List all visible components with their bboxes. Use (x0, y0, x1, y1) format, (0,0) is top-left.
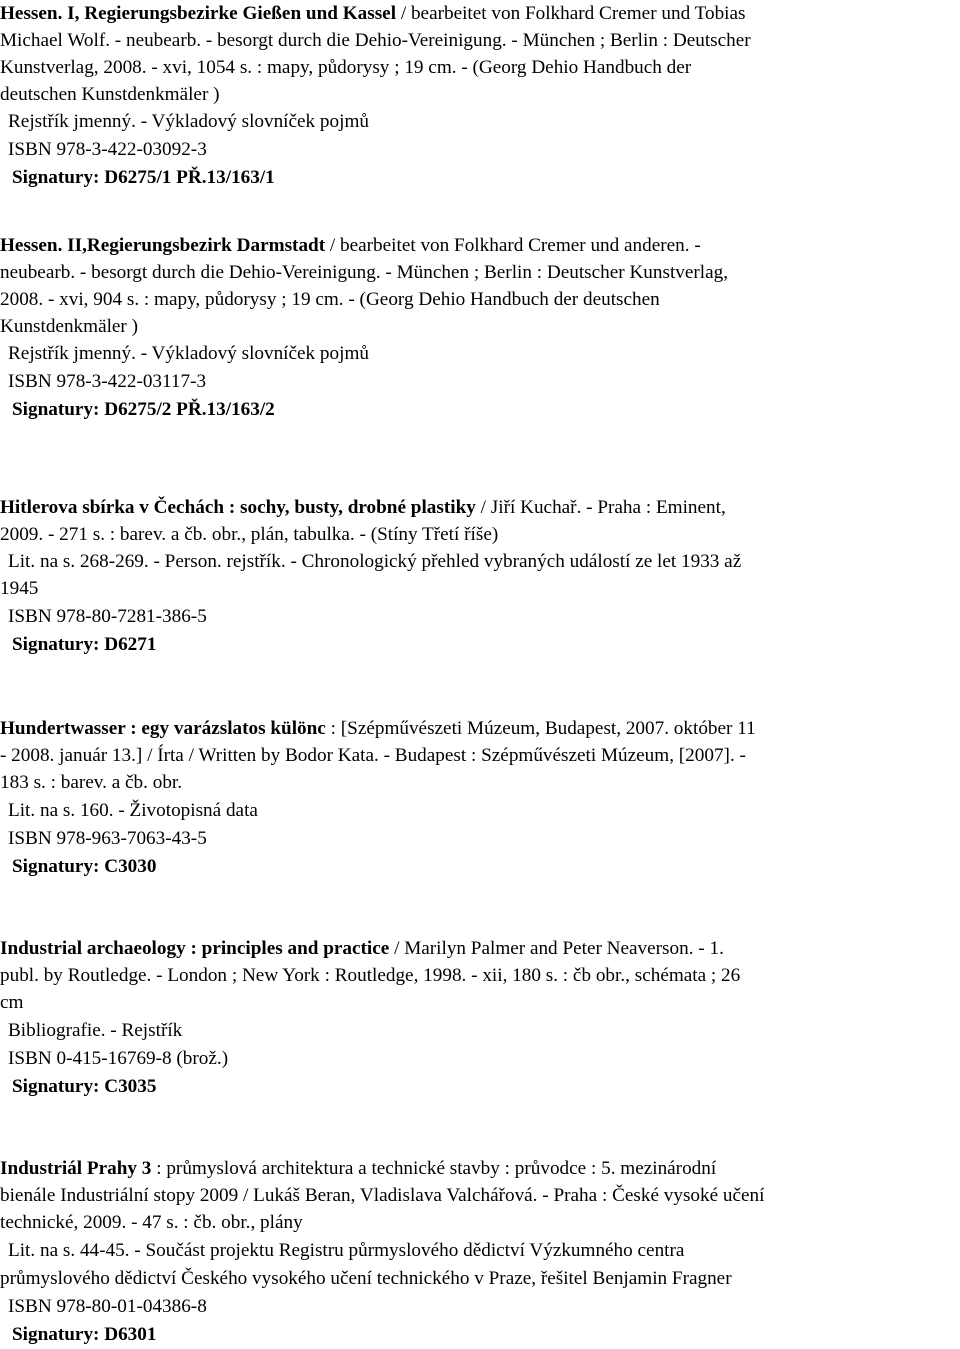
entry-description: : průmyslová architektura a technické stavby : průvodce : 5. mezinárodní (151, 1158, 717, 1179)
entry-description: cm (0, 992, 24, 1013)
entry-title: Hessen. I, Regierungsbezirke Gießen und Kassel (0, 3, 397, 24)
entry-signature: Signatury: D6275/1 PŘ.13/163/1 (12, 167, 275, 188)
entry-description: / Marilyn Palmer and Peter Neaverson. - 1. (389, 938, 724, 959)
entry-title-line (0, 935, 724, 963)
entry-title-line (0, 232, 701, 260)
entry-isbn: ISBN 978-3-422-03092-3 (8, 139, 207, 160)
entry-title: Industrial archaeology : principles and practice (0, 938, 390, 959)
entry-isbn: ISBN 978-80-01-04386-8 (8, 1296, 207, 1317)
entry-title: Hessen. II,Regierungsbezirk Darmstadt (0, 235, 326, 256)
entry-title: Industriál Prahy 3 (0, 1158, 152, 1179)
entry-title-line (0, 1155, 716, 1183)
entry-title: Hundertwasser : egy varázslatos különc (0, 718, 326, 739)
entry-description: deutschen Kunstdenkmäler ) (0, 84, 220, 105)
entry-description: Kunstdenkmäler ) (0, 316, 139, 337)
entry-description: - 2008. január 13.] / Írta / Written by Bodor Kata. - Budapest : Szépművészeti Múzeum, [2007]. - (0, 745, 746, 766)
entry-signature: Signatury: C3035 (12, 1076, 157, 1097)
entry-description: : [Szépművészeti Múzeum, Budapest, 2007. október 11 (325, 718, 756, 739)
entry-description: 2008. - xvi, 904 s. : mapy, půdorysy ; 19 cm. - (Georg Dehio Handbuch der deutschen (0, 289, 660, 310)
entry-description: neubearb. - besorgt durch die Dehio-Vereinigung. - München ; Berlin : Deutscher Kunstverlag, (0, 262, 729, 283)
entry-description: 183 s. : barev. a čb. obr. (0, 772, 183, 793)
entry-description: / Jiří Kuchař. - Praha : Eminent, (475, 497, 726, 518)
entry-title-line (0, 715, 756, 743)
entry-notes: Rejstřík jmenný. - Výkladový slovníček pojmů (8, 343, 369, 364)
entry-notes: Lit. na s. 160. - Životopisná data (8, 800, 258, 821)
entry-notes: Rejstřík jmenný. - Výkladový slovníček pojmů (8, 111, 369, 132)
entry-signature: Signatury: D6275/2 PŘ.13/163/2 (12, 399, 275, 420)
entry-description: technické, 2009. - 47 s. : čb. obr., plány (0, 1212, 303, 1233)
entry-description: / bearbeitet von Folkhard Cremer und Tobias (396, 3, 746, 24)
entry-description: bienále Industriální stopy 2009 / Lukáš Beran, Vladislava Valchářová. - Praha : České vysoké učení (0, 1185, 765, 1206)
entry-signature: Signatury: D6271 (12, 634, 157, 655)
entry-notes: Bibliografie. - Rejstřík (8, 1020, 183, 1041)
entry-description: publ. by Routledge. - London ; New York : Routledge, 1998. - xii, 180 s. : čb obr., schémata ; 26 (0, 965, 741, 986)
entry-notes: Lit. na s. 268-269. - Person. rejstřík. - Chronologický přehled vybraných událostí ze let 1933 až (8, 551, 742, 572)
entry-signature: Signatury: D6301 (12, 1324, 157, 1345)
entry-title-line (0, 0, 746, 28)
entry-notes-continued: 1945 (0, 578, 39, 599)
entry-description: / bearbeitet von Folkhard Cremer und anderen. - (325, 235, 701, 256)
entry-isbn: ISBN 978-963-7063-43-5 (8, 828, 207, 849)
entry-isbn: ISBN 978-3-422-03117-3 (8, 371, 207, 392)
entry-notes: Lit. na s. 44-45. - Součást projektu Registru půrmyslového dědictví Výzkumného centra (8, 1240, 685, 1261)
entry-description: Kunstverlag, 2008. - xvi, 1054 s. : mapy, půdorysy ; 19 cm. - (Georg Dehio Handbuch der (0, 57, 692, 78)
entry-description: Michael Wolf. - neubearb. - besorgt durch die Dehio-Vereinigung. - München ; Berlin : Deutscher (0, 30, 751, 51)
entry-notes-continued: průmyslového dědictví Českého vysokého učení technického v Praze, řešitel Benjamin Fragner (0, 1268, 732, 1289)
entry-description: 2009. - 271 s. : barev. a čb. obr., plán, tabulka. - (Stíny Třetí říše) (0, 524, 499, 545)
entry-isbn: ISBN 978-80-7281-386-5 (8, 606, 207, 627)
entry-isbn: ISBN 0-415-16769-8 (brož.) (8, 1048, 229, 1069)
entry-title: Hitlerova sbírka v Čechách : sochy, busty, drobné plastiky (0, 497, 476, 518)
entry-signature: Signatury: C3030 (12, 856, 157, 877)
entry-title-line (0, 494, 726, 522)
